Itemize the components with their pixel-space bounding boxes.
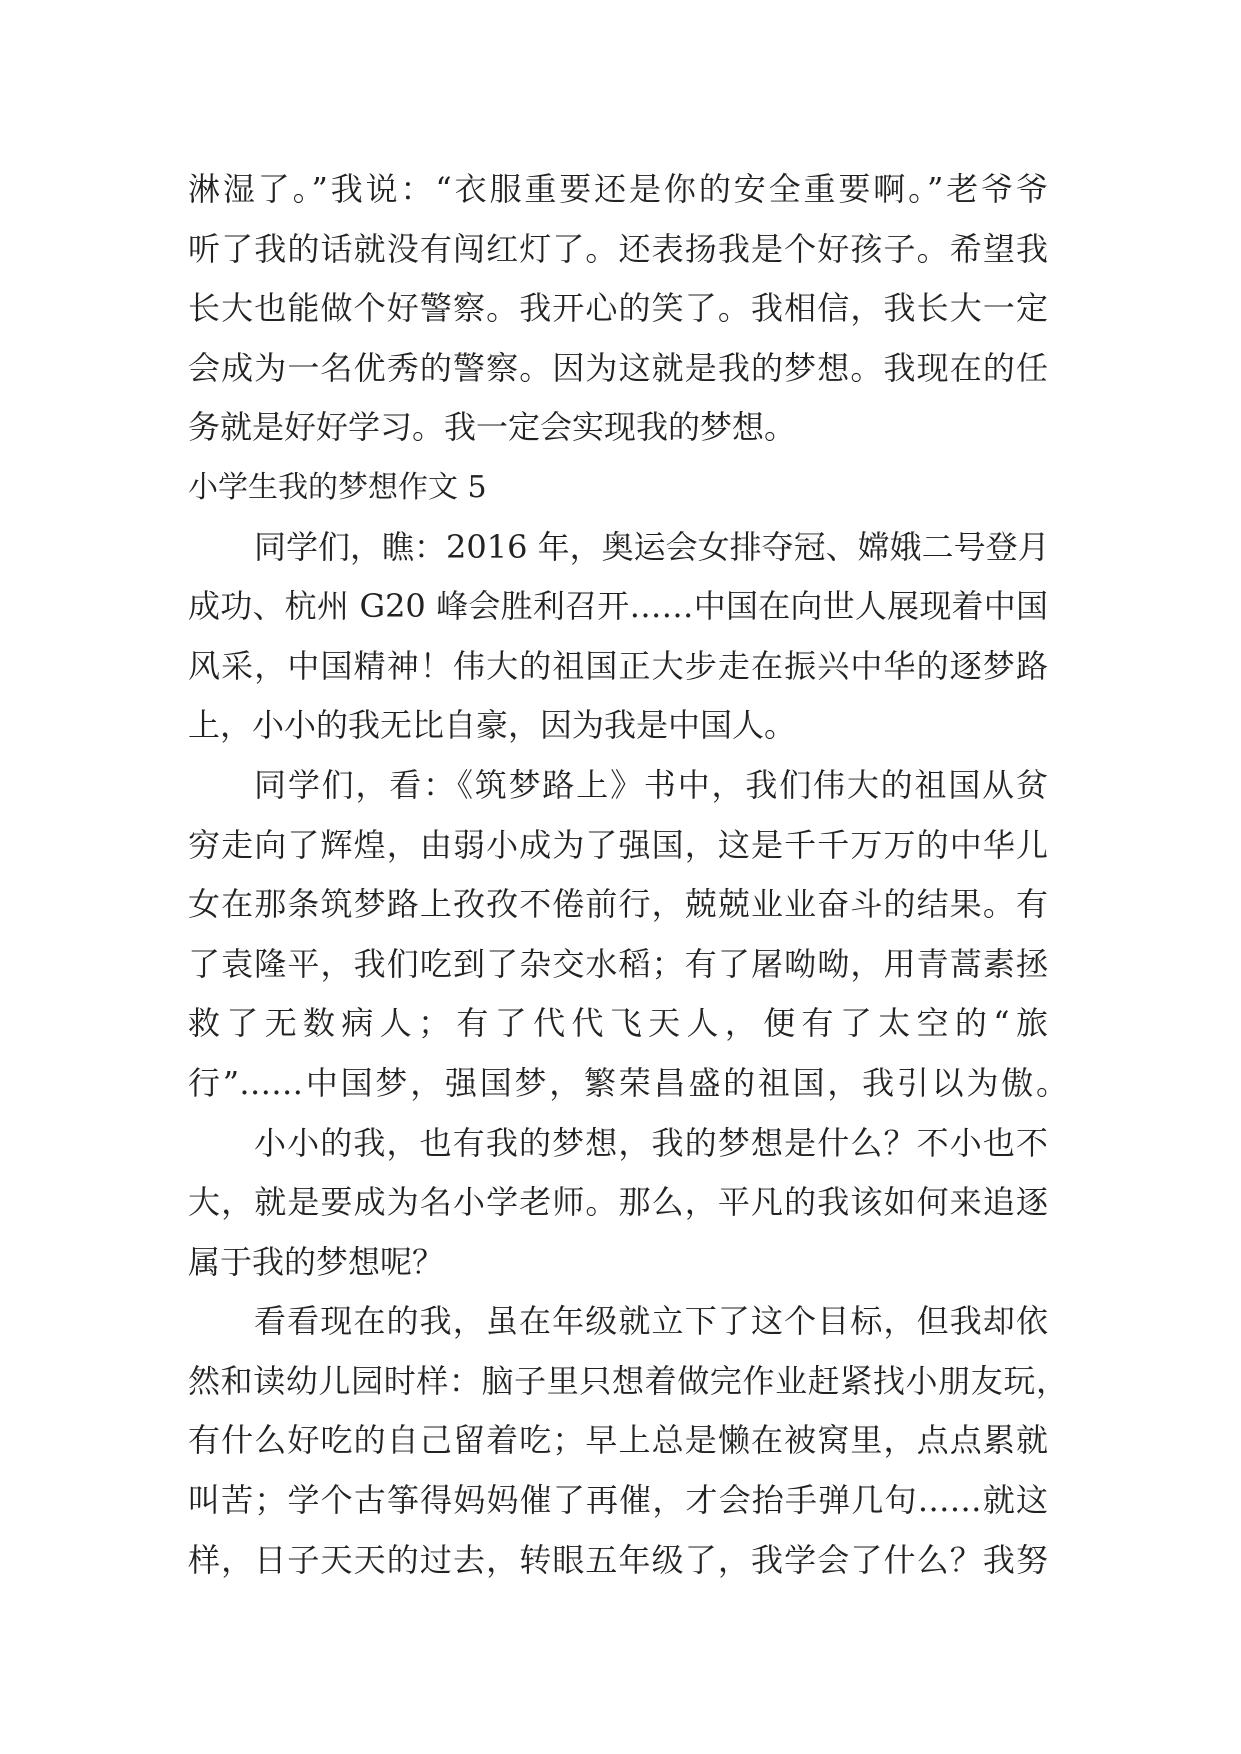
body-line: 样，日子天天的过去，转眼五年级了，我学会了什么？我努: [188, 1540, 1048, 1579]
body-line: 然和读幼儿园时样：脑子里只想着做完作业赶紧找小朋友玩，: [188, 1361, 1068, 1400]
essay-body: [188, 160, 1088, 1590]
body-line: 会成为一名优秀的警察。因为这就是我的梦想。我现在的任: [188, 348, 1048, 387]
body-line: 行”……中国梦，强国梦，繁荣昌盛的祖国，我引以为傲。: [188, 1063, 1068, 1102]
body-line: 淋湿了。”我说：“衣服重要还是你的安全重要啊。”老爷爷: [188, 170, 1048, 208]
body-line: 小小的我，也有我的梦想，我的梦想是什么？不小也不: [254, 1123, 1048, 1162]
body-line: 听了我的话就没有闯红灯了。还表扬我是个好孩子。希望我: [188, 229, 1048, 268]
body-line: 有什么好吃的自己留着吃；早上总是懒在被窝里，点点累就: [188, 1421, 1048, 1460]
body-line: 大，就是要成为名小学老师。那么，平凡的我该如何来追逐: [188, 1183, 1048, 1222]
body-line: 上，小小的我无比自豪，因为我是中国人。: [188, 706, 797, 745]
body-line: 看看现在的我，虽在年级就立下了这个目标，但我却依: [254, 1302, 1048, 1341]
body-line: 女在那条筑梦路上孜孜不倦前行，兢兢业业奋斗的结果。有: [188, 885, 1048, 924]
body-line: 同学们，看：《筑梦路上》书中，我们伟大的祖国从贫: [254, 765, 1048, 804]
body-line: 救了无数病人；有了代代飞天人，便有了太空的“旅: [188, 1004, 1048, 1043]
body-line: 长大也能做个好警察。我开心的笑了。我相信，我长大一定: [188, 289, 1048, 328]
body-line: 叫苦；学个古筝得妈妈催了再催，才会抬手弹几句……就这: [188, 1481, 1048, 1520]
body-line: 穷走向了辉煌，由弱小成为了强国，这是千千万万的中华儿: [188, 825, 1048, 864]
body-line: 属于我的梦想呢？: [188, 1242, 445, 1281]
section-heading: 小学生我的梦想作文 5: [188, 469, 487, 505]
body-line: 成功、杭州 G20 峰会胜利召开……中国在向世人展现着中国: [188, 587, 1048, 626]
body-line: 风采，中国精神！伟大的祖国正大步走在振兴中华的逐梦路: [188, 646, 1048, 685]
body-line: 同学们，瞧：2016 年，奥运会女排夺冠、嫦娥二号登月: [254, 527, 1050, 566]
body-line: 务就是好好学习。我一定会实现我的梦想。: [188, 408, 797, 447]
body-line: 了袁隆平，我们吃到了杂交水稻；有了屠呦呦，用青蒿素拯: [188, 944, 1048, 983]
